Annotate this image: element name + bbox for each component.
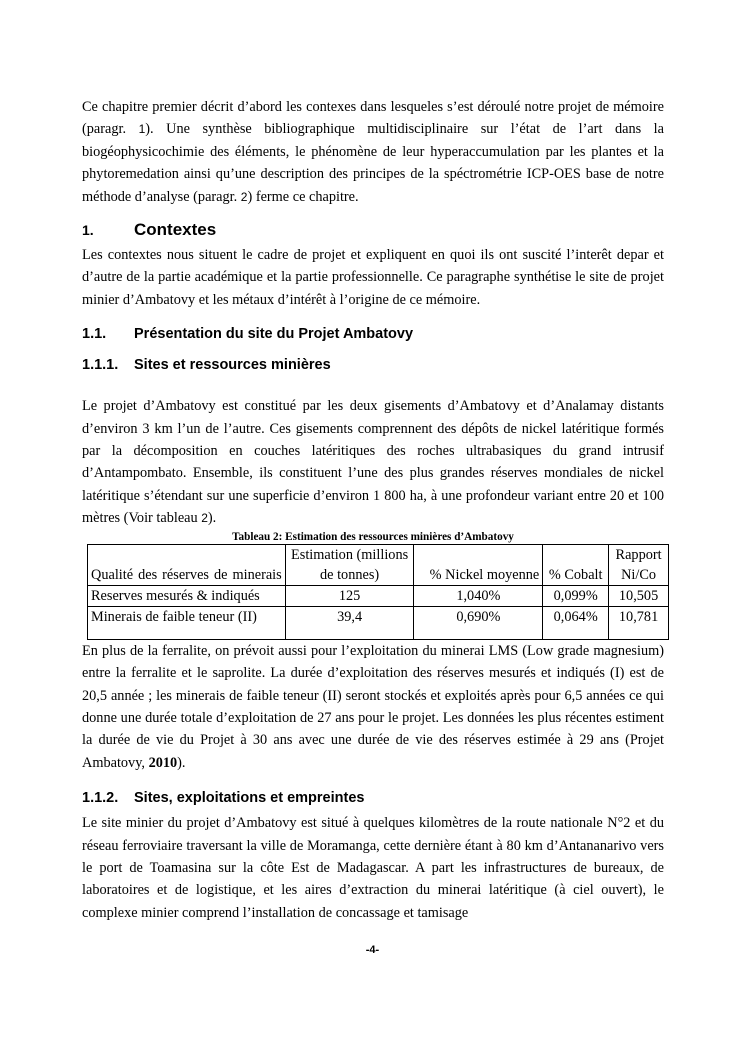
table-cell: 10,781 bbox=[609, 606, 669, 639]
table-header-cell: % Nickel moyenne bbox=[414, 544, 543, 585]
contextes-paragraph: Les contextes nous situent le cadre de projet et expliquent en quoi ils ont suscité l’interêt depar et d’autre de la partie académique et la partie professionnelle. Ce paragraphe synthétise le site de projet minier d’Ambatovy et les métaux d’intérêt à l’origine de ce mémoire. bbox=[82, 247, 664, 308]
table-header-cell: Qualité des réserves de minerais bbox=[88, 544, 286, 585]
section-number: 1. bbox=[82, 222, 94, 239]
document-page bbox=[82, 96, 664, 924]
section-1-1-2-heading bbox=[82, 790, 664, 806]
table-cell: 1,040% bbox=[414, 585, 543, 606]
intro-paragraph bbox=[82, 96, 664, 208]
table-cell: 39,4 bbox=[285, 606, 414, 639]
table-cell: 0,690% bbox=[414, 606, 543, 639]
cross-reference[interactable]: 2 bbox=[201, 511, 208, 526]
table-header-cell: Estimation (millions de tonnes) bbox=[285, 544, 414, 585]
table-row bbox=[88, 606, 669, 639]
intro-text-2: ). Une synthèse bibliographique multidisciplinaire sur l’état de l’art dans la biogéophysicochimie des éléments, le phénomène de leur hyperaccumulation par les plantes et la phytoremedation ainsi qu’une description des principes de la spéctrométrie ICP-OES base de notre méthode d’analyse (paragr. bbox=[82, 121, 664, 205]
exploitation-paragraph bbox=[82, 640, 664, 774]
section-number: 1.1. bbox=[82, 326, 107, 343]
ressources-text-end: ). bbox=[207, 510, 217, 527]
table-header-row bbox=[88, 544, 669, 585]
table-caption: Tableau 2: Estimation des ressources minières d’Ambatovy bbox=[232, 530, 514, 543]
table-cell: 0,099% bbox=[543, 585, 609, 606]
table-cell: 125 bbox=[285, 585, 414, 606]
section-1-heading bbox=[82, 220, 664, 240]
section-title: Contextes bbox=[134, 220, 217, 240]
section-title: Présentation du site du Projet Ambatovy bbox=[134, 326, 414, 343]
table-cell: 0,064% bbox=[543, 606, 609, 639]
table-row bbox=[88, 585, 669, 606]
ressources-text: Le projet d’Ambatovy est constitué par les deux gisements d’Ambatovy et d’Analamay distants d’environ 3 km l’un de l’autre. Ces gisements comprennent des dépôts de nickel latéritique formés par la décomposition en couches latéritiques des roches ultrabasiques du grand intrusif d’Antampombato. Ensemble, ils constituent l’une des plus grandes réserves mondiales de nickel latéritique s’étendant sur une superficie d’environ 1 800 ha, à une profondeur variant entre 20 et 100 mètres (Voir tableau bbox=[82, 398, 664, 527]
cross-reference[interactable]: 2 bbox=[240, 189, 248, 204]
table-header-cell: Rapport Ni/Co bbox=[609, 544, 669, 585]
table-header-cell: % Cobalt bbox=[543, 544, 609, 585]
exploitation-text-end: ). bbox=[177, 754, 186, 771]
resources-table bbox=[87, 544, 669, 640]
section-number: 1.1.1. bbox=[82, 357, 119, 374]
ressources-paragraph bbox=[82, 395, 664, 529]
sites-paragraph: Le site minier du projet d’Ambatovy est situé à quelques kilomètres de la route nationale N°2 et du réseau ferroviaire traversant la ville de Moramanga, cette dernière étant à 80 km d’Antananarivo vers le port de Toamasina sur la côte Est de Madagascar. A part les infrastructures de bureaux, de laboratoires et de logistique, et les aires d’extraction du minerai latéritique (à ciel ouvert), le complexe minier comprend l’installation de concassage et tamisage bbox=[82, 815, 664, 921]
table-cell: Minerais de faible teneur (II) bbox=[88, 606, 286, 639]
cross-reference[interactable]: 1 bbox=[138, 122, 146, 137]
intro-text-3: ) ferme ce chapitre. bbox=[247, 188, 359, 205]
section-number: 1.1.2. bbox=[82, 790, 119, 807]
page-number: -4- bbox=[365, 944, 380, 956]
section-title: Sites, exploitations et empreintes bbox=[134, 790, 365, 807]
section-1-1-1-heading bbox=[82, 357, 664, 373]
intro-text-1: Ce chapitre premier décrit d’abord les contexes dans lesqueles s’est déroulé notre projet de mémoire (paragr. bbox=[82, 99, 664, 138]
section-1-1-heading bbox=[82, 326, 664, 342]
table-cell: Reserves mesurés & indiqués bbox=[88, 585, 286, 606]
table-cell: 10,505 bbox=[609, 585, 669, 606]
exploitation-text: En plus de la ferralite, on prévoit aussi pour l’exploitation du minerai LMS (Low grade magnesium) entre la ferralite et le saprolite. La durée d’exploitation des réserves mesurés et indiqués (I) est de 20,5 année ; les minerais de faible teneur (II) seront stockés et exploités après pour 6,5 années ce qui donne une durée totale d’exploitation de 27 ans pour le projet. Les données les plus récentes estiment la durée de vie du Projet à 30 ans avec une durée de vie des réserves estimée à 29 ans (Projet Ambatovy, bbox=[82, 642, 664, 771]
citation-year: 2010 bbox=[148, 754, 178, 771]
section-title: Sites et ressources minières bbox=[134, 357, 331, 374]
